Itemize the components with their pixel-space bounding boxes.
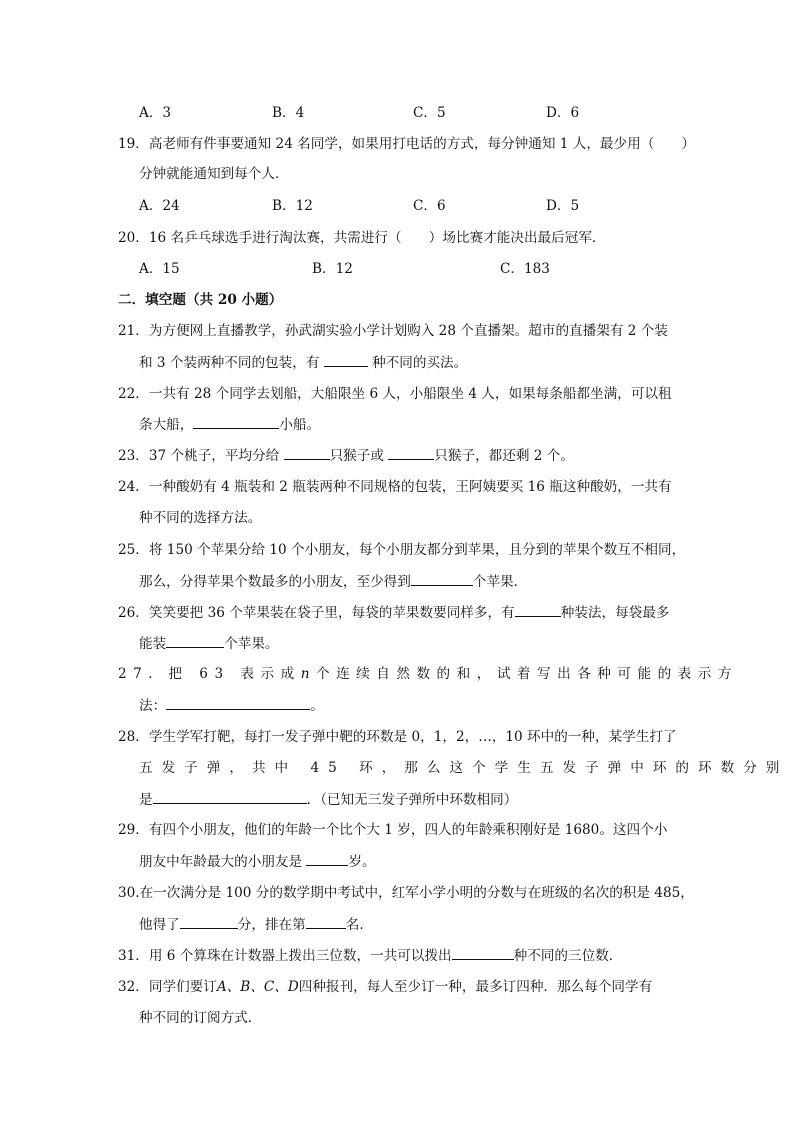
- q22-text-b: 小船。: [279, 417, 321, 433]
- q18-option-d[interactable]: D．6: [546, 105, 580, 121]
- q19-text-line1: 19．高老师有件事要通知 24 名同学，如果用打电话的方式，每分钟通知 1 人，最少用（ ）: [118, 136, 696, 152]
- q28-text-a: 是: [139, 792, 153, 808]
- q25-text-line1: 25．将 150 个苹果分给 10 个小朋友，每个小朋友都分到苹果，且分到的苹果个数互不相同，: [118, 542, 686, 558]
- q30-text-line1: 30.在一次满分是 100 分的数学期中考试中，红军小学小明的分数与在班级的名次的积是 485，: [118, 885, 694, 901]
- q18-option-a[interactable]: A．3: [139, 105, 172, 121]
- q28-text-line1: 28．学生学军打靶，每打一发子弹中靶的环数是 0，1，2，…，10 环中的一种，某学生打了: [118, 729, 677, 745]
- q20-option-c[interactable]: C．183: [500, 261, 550, 277]
- q26-text-d: 个苹果。: [224, 636, 279, 652]
- q32-letters: A、B、C、D: [216, 979, 299, 995]
- q26-answer-blank-2[interactable]: [166, 633, 224, 648]
- q21-text-b: 种不同的买法。: [372, 355, 468, 371]
- q27-variable-n: n: [300, 666, 316, 682]
- q23-text: [118, 445, 574, 466]
- q27-text-d: 。: [310, 698, 324, 714]
- q30-text-b: 分，排在第: [237, 917, 306, 933]
- q31-text-b: 种不同的三位数．: [513, 948, 623, 964]
- q30-text-c: 名.: [345, 917, 364, 933]
- q27-text-c: 法：: [139, 698, 167, 714]
- q28-text-line3: [139, 789, 517, 810]
- q25-text-b: 个苹果.: [472, 574, 518, 590]
- q26-text-c: 能装: [139, 636, 167, 652]
- q23-text-c: 只猴子，都还剩 2 个。: [434, 448, 574, 464]
- q28-text-line2: 五发子弹，共中 45 环，那么这个学生五发子弹中环的环数分别: [139, 760, 789, 776]
- q19-text-line2: 分钟就能通知到每个人．: [139, 166, 289, 182]
- q18-option-b[interactable]: B．4: [272, 105, 305, 121]
- q29-text-b: 岁。: [348, 854, 376, 870]
- q30-text-line2: [139, 914, 364, 935]
- q29-text-line2: [139, 851, 376, 872]
- q27-text-line1: [118, 664, 738, 684]
- q21-text-a: 和 3 个装两种不同的包装，有: [139, 355, 320, 371]
- q27-text-b: 个连续自然数的和，试着写出各种可能的表示方: [315, 666, 738, 682]
- q31-text-a: 31．用 6 个算珠在计数器上拨出三位数，一共可以拨出: [118, 948, 452, 964]
- q26-text-line1: [118, 602, 669, 623]
- q19-option-b[interactable]: B．12: [272, 198, 313, 214]
- q29-answer-blank[interactable]: [306, 851, 348, 866]
- q25-answer-blank[interactable]: [411, 571, 473, 586]
- q30-answer-blank-2[interactable]: [306, 914, 346, 929]
- q32-text-a: 32．同学们要订: [118, 979, 217, 995]
- q23-text-a: 23．37 个桃子，平均分给: [118, 448, 280, 464]
- q21-text-line2: [139, 352, 467, 373]
- q26-text-line2: [139, 633, 279, 654]
- q32-text-b: 四种报刊，每人至少订一种，最多订四种．那么每个同学有: [298, 979, 653, 995]
- q23-answer-blank-2[interactable]: [388, 445, 434, 460]
- q31-text: [118, 945, 622, 966]
- q23-answer-blank-1[interactable]: [284, 445, 330, 460]
- q28-text-b: ．（已知无三发子弹所中环数相同）: [306, 792, 518, 808]
- q21-text-line1: 21．为方便网上直播教学，孙武湖实验小学计划购入 28 个直播架。超市的直播架有 2 个装: [118, 323, 668, 339]
- q31-answer-blank[interactable]: [452, 945, 514, 960]
- q20-option-a[interactable]: A．15: [139, 261, 180, 277]
- q30-answer-blank-1[interactable]: [180, 914, 238, 929]
- q19-option-d[interactable]: D．5: [546, 198, 580, 214]
- q29-text-line1: 29．有四个小朋友，他们的年龄一个比个大 1 岁，四人的年龄乘积刚好是 1680。这四个小: [118, 822, 668, 838]
- q20-text-line1: 20．16 名乒乓球选手进行淘汰赛，共需进行（ ）场比赛才能决出最后冠军．: [118, 230, 606, 246]
- q27-text-line2: [139, 695, 324, 716]
- q18-option-c[interactable]: C．5: [413, 105, 446, 121]
- q19-option-c[interactable]: C．6: [413, 198, 446, 214]
- q25-text-a: 那么，分得苹果个数最多的小朋友，至少得到: [139, 574, 411, 590]
- q26-text-a: 26．笑笑要把 36 个苹果装在袋子里，每袋的苹果数要同样多，有: [118, 605, 515, 621]
- q32-text-line2: 种不同的订阅方式．: [139, 1010, 262, 1026]
- q23-text-b: 只猴子或: [329, 448, 384, 464]
- q24-text-line2: 种不同的选择方法。: [139, 510, 262, 526]
- q25-text-line2: [139, 571, 518, 592]
- q27-answer-blank[interactable]: [166, 695, 310, 710]
- q24-text-line1: 24．一种酸奶有 4 瓶装和 2 瓶装两种不同规格的包装，王阿姨要买 16 瓶这种酸奶，一共有: [118, 479, 672, 495]
- q19-option-a[interactable]: A．24: [139, 198, 180, 214]
- section-heading-fill-in: 二．填空题（共 20 小题）: [118, 292, 283, 308]
- q30-text-a: 他得了: [139, 917, 180, 933]
- q29-text-a: 朋友中年龄最大的小朋友是: [139, 854, 303, 870]
- q20-option-b[interactable]: B．12: [312, 261, 353, 277]
- q26-answer-blank-1[interactable]: [515, 602, 561, 617]
- q27-text-a: 27．把 63 表示成: [118, 666, 301, 682]
- q32-text-line1: [118, 977, 652, 997]
- q26-text-b: 种装法，每袋最多: [560, 605, 670, 621]
- q21-answer-blank[interactable]: [324, 352, 368, 367]
- q22-text-line2: [139, 414, 320, 435]
- q22-text-a: 条大船，: [139, 417, 194, 433]
- q22-text-line1: 22．一共有 28 个同学去划船，大船限坐 6 人，小船限坐 4 人，如果每条船都坐满，可以租: [118, 386, 672, 402]
- q22-answer-blank[interactable]: [193, 414, 279, 429]
- q28-answer-blank[interactable]: [153, 789, 307, 804]
